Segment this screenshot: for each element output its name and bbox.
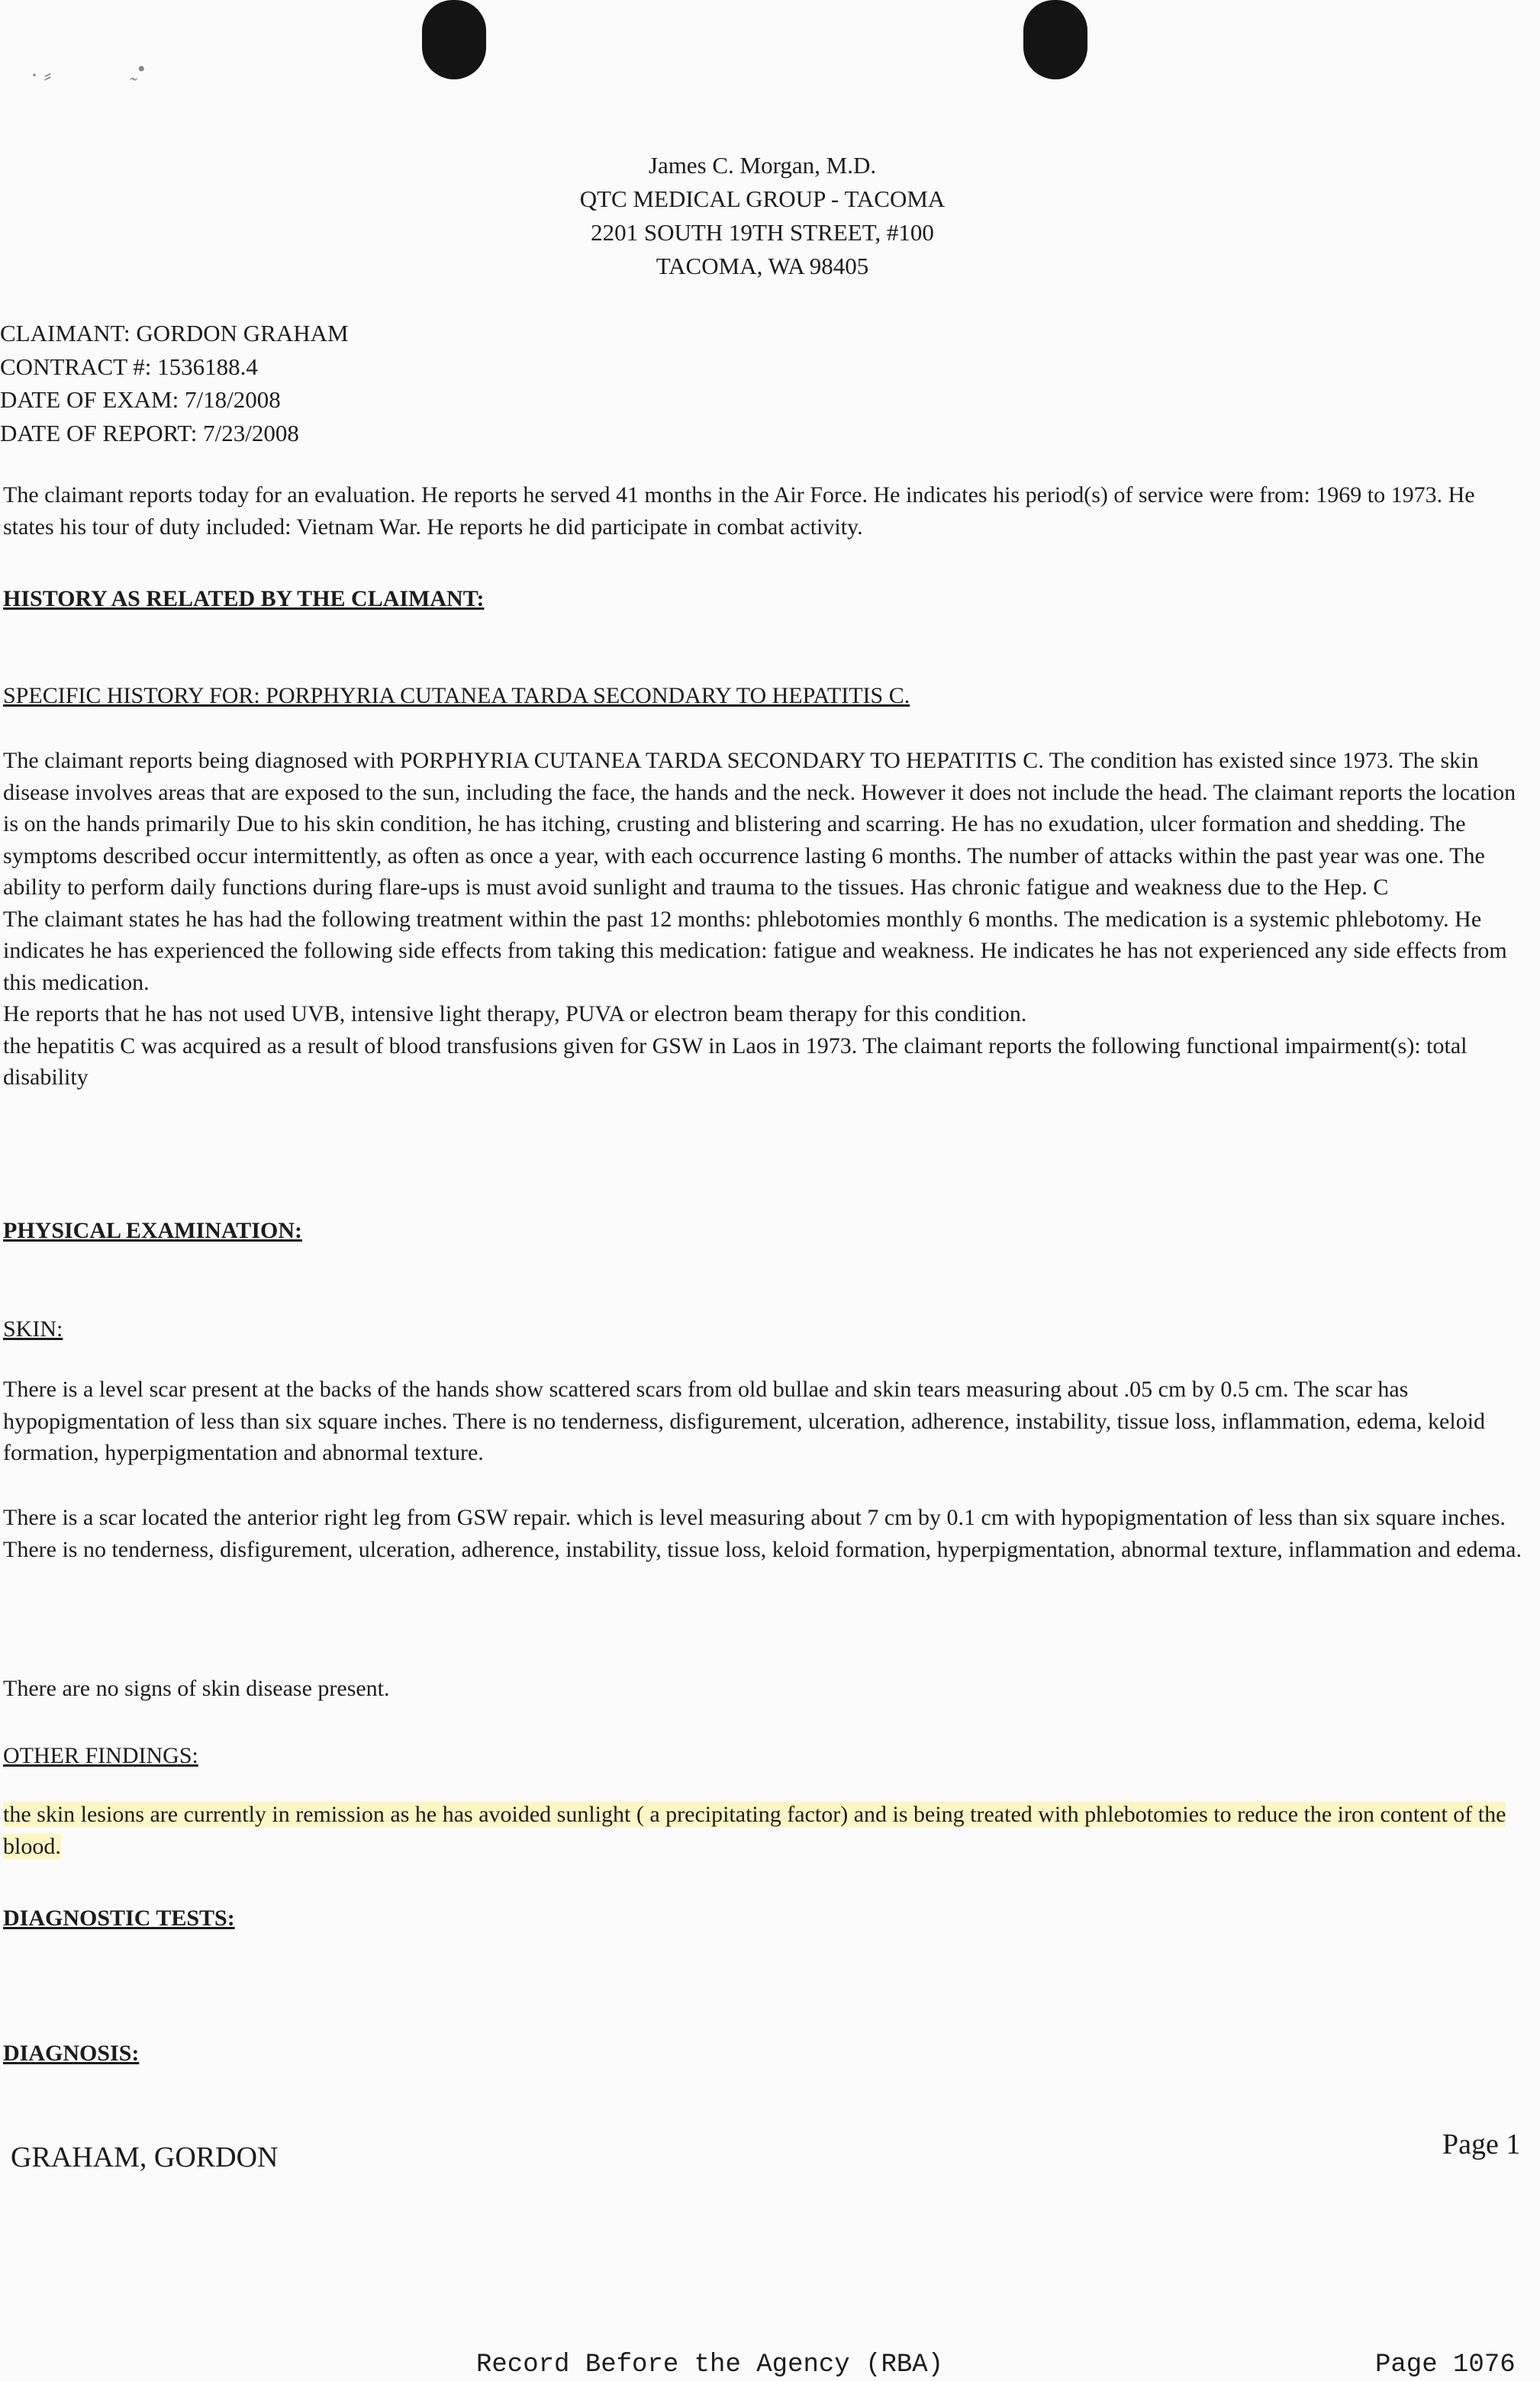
skin-paragraph-hands: There is a level scar present at the backs of the hands show scattered scars from old bullae and skin tears measuring about .05 cm by 0.5 cm. The scar has hypopigmentation of less than six square inches. There is no tenderness, disfigurement, ulceration, adherence, instability, tissue loss, inflammation, edema, keloid formation, hyperpigmentation and abnormal texture. <box>3 1377 1486 1465</box>
clinic-street: 2201 SOUTH 19TH STREET, #100 <box>591 219 934 246</box>
rba-label: Record Before the Agency (RBA) <box>476 2350 944 2379</box>
claimant-info <box>0 317 349 449</box>
scan-speck: · ⸗ <box>31 63 52 88</box>
treatment-paragraph: The claimant states he has had the following treatment within the past 12 months: phlebotomies monthly 6 months. The medication is a systemic phlebotomy. He indicates he has experienced the following side effects from taking this medication: fatigue and weakness. He indicates he has not experienced any side effects from this medication. <box>3 906 1507 995</box>
intro-paragraph: The claimant reports today for an evaluation. He reports he served 41 months in the Air Force. He indicates his period(s) of service were from: 1969 to 1973. He states his tour of duty included: Vietnam War. He reports he did participate in combat activity. <box>3 482 1475 540</box>
punch-hole-right <box>1023 0 1087 79</box>
contract-line: CONTRACT #: 1536188.4 <box>0 353 258 380</box>
highlighted-finding: the skin lesions are currently in remission as he has avoided sunlight ( a precipitating factor) and is being treated with phlebotomies to reduce the iron content of the blood. <box>3 1802 1506 1859</box>
history-heading: HISTORY AS RELATED BY THE CLAIMANT: <box>3 586 485 611</box>
letterhead <box>0 149 1540 283</box>
diagnosis-heading: DIAGNOSIS: <box>3 2041 140 2066</box>
physical-exam-heading: PHYSICAL EXAMINATION: <box>3 1218 302 1243</box>
hepatitis-paragraph: the hepatitis C was acquired as a result of blood transfusions given for GSW in Laos in 1973. The claimant reports the following functional impairment(s): total disability <box>3 1033 1468 1090</box>
page-number: Page 1 <box>1442 2128 1521 2160</box>
punch-hole-left <box>422 0 486 79</box>
report-date-line: DATE OF REPORT: 7/23/2008 <box>0 419 299 446</box>
history-paragraph: The claimant reports being diagnosed with PORPHYRIA CUTANEA TARDA SECONDARY TO HEPATITIS C. The condition has existed since 1973. The skin disease involves areas that are exposed to the sun, including the face, the hands and the neck. However it does not include the head. The claimant reports the location is on the hands primarily Due to his skin condition, he has itching, crusting and blistering and scarring. He has no exudation, ulcer formation and shedding. The symptoms described occur intermittently, as often as once a year, with each occurrence lasting 6 months. The number of attacks within the past year was one. The ability to perform daily functions during flare-ups is must avoid sunlight and trauma to the tissues. Has chronic fatigue and weakness due to the Hep. C <box>3 748 1516 900</box>
other-findings-text <box>3 1799 1526 1862</box>
skin-disease-statement: There are no signs of skin disease present. <box>3 1676 390 1701</box>
rba-page-number: Page 1076 <box>1375 2350 1516 2379</box>
diagnostic-tests-heading: DIAGNOSTIC TESTS: <box>3 1906 235 1931</box>
history-body <box>3 745 1526 1094</box>
clinic-name: QTC MEDICAL GROUP - TACOMA <box>579 185 946 212</box>
claimant-line: CLAIMANT: GORDON GRAHAM <box>0 320 349 346</box>
clinic-city: TACOMA, WA 98405 <box>656 253 869 279</box>
footer-patient-name: GRAHAM, GORDON <box>11 2141 279 2173</box>
therapy-paragraph: He reports that he has not used UVB, intensive light therapy, PUVA or electron beam therapy for this condition. <box>3 1001 1027 1026</box>
skin-paragraph-leg: There is a scar located the anterior right leg from GSW repair. which is level measuring about 7 cm by 0.1 cm with hypopigmentation of less than six square inches. There is no tenderness, disfigurement, ulceration, adherence, instability, tissue loss, keloid formation, hyperpigmentation, abnormal texture, inflammation and edema. <box>3 1505 1522 1562</box>
exam-date-line: DATE OF EXAM: 7/18/2008 <box>0 386 281 413</box>
other-findings-heading: OTHER FINDINGS: <box>3 1743 198 1768</box>
specific-history-heading: SPECIFIC HISTORY FOR: PORPHYRIA CUTANEA TARDA SECONDARY TO HEPATITIS C. <box>3 683 910 708</box>
doctor-name: James C. Morgan, M.D. <box>648 152 877 179</box>
scan-speck: ˷• <box>130 56 146 82</box>
skin-heading: SKIN: <box>3 1316 63 1342</box>
